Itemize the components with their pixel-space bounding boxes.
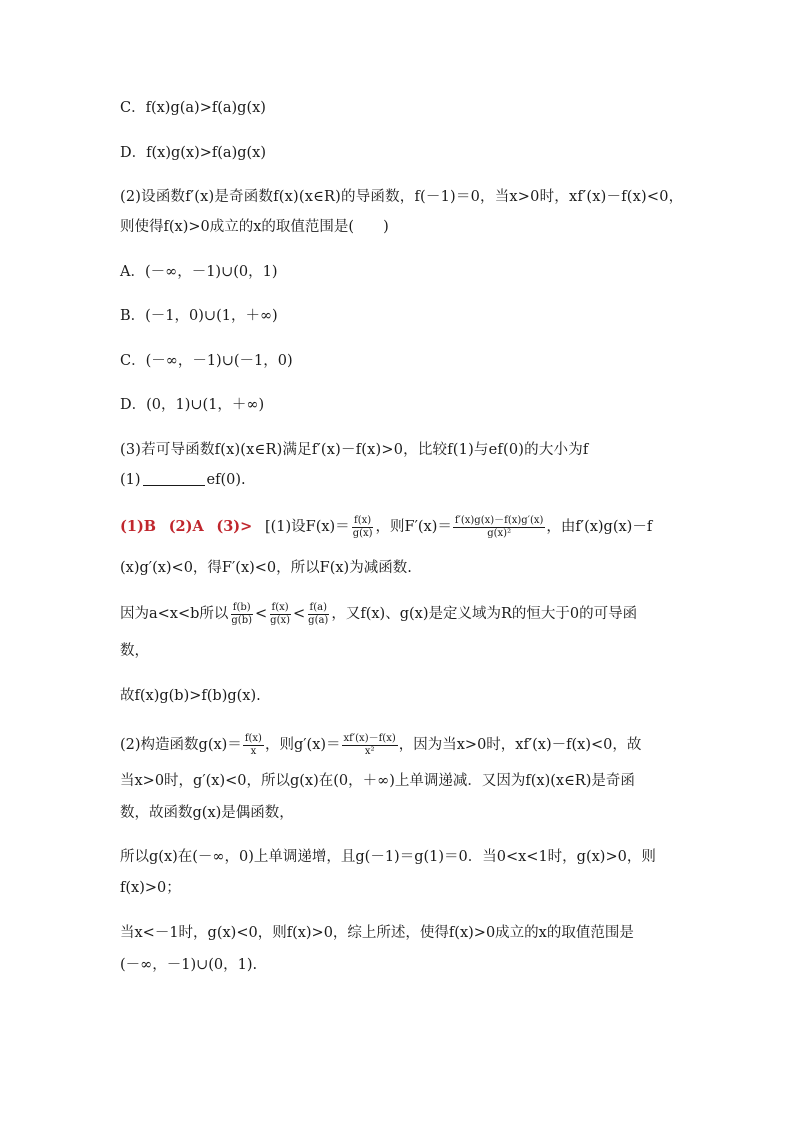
- sol1-text-a: [(1)设F(x)＝: [264, 519, 350, 535]
- q2-option-a: A．(－∞，－1)∪(0，1): [120, 264, 278, 280]
- fraction-fx-over-gx-2: [268, 602, 292, 626]
- frac-denominator: g(a): [308, 614, 329, 626]
- sol1-line-5: 故f(x)g(b)>f(b)g(x).: [120, 688, 261, 704]
- frac-denominator: g(x): [270, 614, 291, 626]
- sol1-line3-text-b: ，又f(x)、g(x)是定义域为R的恒大于0的可导函: [331, 606, 638, 622]
- frac-numerator: xf′(x)－f(x): [343, 733, 396, 744]
- answer-line-1: [120, 515, 680, 539]
- q2-option-b: B．(－1，0)∪(1，＋∞): [120, 308, 278, 324]
- sol1-text-b: ，则F′(x)＝: [375, 519, 452, 535]
- sol2-line-2: 当x>0时，g′(x)<0，所以g(x)在(0，＋∞)上单调递减．又因为f(x)(x∈R)是奇函: [120, 773, 635, 789]
- frac-denominator: x: [250, 745, 257, 757]
- q2-stem-line-1: (2)设函数f′(x)是奇函数f(x)(x∈R)的导函数，f(－1)＝0，当x>0时，xf′(x)－f(x)<0，: [120, 189, 684, 205]
- sol1-line-4: 数，: [120, 643, 149, 659]
- frac-numerator: f(b): [232, 602, 251, 613]
- frac-numerator: f(x): [244, 733, 262, 744]
- sol2-line-3: 数，故函数g(x)是偶函数，: [120, 805, 294, 821]
- sol2-line-5: f(x)>0；: [120, 880, 181, 896]
- fraction-fb-over-gb: [229, 602, 254, 626]
- q3-stem-pre: (1): [120, 472, 141, 488]
- answer-blank: [143, 471, 205, 487]
- less-than-2: <: [293, 606, 306, 622]
- q2-option-d: D．(0，1)∪(1，＋∞): [120, 397, 265, 413]
- frac-denominator: g(x)²: [487, 527, 512, 539]
- fraction-fx-over-gx: [351, 515, 375, 539]
- frac-denominator: x²: [364, 745, 375, 757]
- q3-stem-line-2: [120, 469, 680, 492]
- frac-numerator: f(a): [309, 602, 327, 613]
- sol2-line-7: (－∞，－1)∪(0，1).: [120, 957, 258, 973]
- fraction-fx-over-x: [243, 733, 264, 757]
- sol2-text-a: (2)构造函数g(x)＝: [120, 737, 242, 753]
- frac-numerator: f(x): [354, 515, 372, 526]
- answer-tag-3: (3)>: [216, 518, 253, 535]
- sol1-line-3: [120, 602, 680, 626]
- q2-option-c: C．(－∞，－1)∪(－1，0): [120, 353, 293, 369]
- frac-numerator: f′(x)g(x)－f(x)g′(x): [454, 515, 544, 526]
- q3-stem-line-1: (3)若可导函数f(x)(x∈R)满足f′(x)－f(x)>0，比较f(1)与ef(0)的大小为f: [120, 442, 589, 458]
- q1-option-d: D．f(x)g(x)>f(a)g(x): [120, 145, 267, 161]
- sol2-line-6: 当x<－1时，g(x)<0，则f(x)>0，综上所述，使得f(x)>0成立的x的取值范围是: [120, 925, 634, 941]
- fraction-fa-over-ga: [306, 602, 330, 626]
- answer-tag-2: (2)A: [168, 518, 204, 535]
- sol2-line-1: [120, 733, 680, 757]
- sol1-text-c: ，由f′(x)g(x)－f: [546, 519, 653, 535]
- less-than-1: <: [255, 606, 268, 622]
- q1-option-c: C．f(x)g(a)>f(a)g(x): [120, 100, 266, 116]
- sol1-line3-text-a: 因为a<x<b所以: [120, 606, 229, 622]
- q3-stem-post: ef(0).: [206, 472, 246, 488]
- sol1-line-2: (x)g′(x)<0，得F′(x)<0，所以F(x)为减函数.: [120, 560, 412, 576]
- frac-denominator: g(b): [231, 614, 253, 626]
- sol2-text-c: ，因为当x>0时，xf′(x)－f(x)<0，故: [398, 737, 642, 753]
- fraction-g-derivative: [342, 733, 398, 757]
- answer-tag-1: (1)B: [120, 518, 157, 535]
- frac-denominator: g(x): [352, 527, 373, 539]
- q2-stem-line-2: 则使得f(x)>0成立的x的取值范围是( ): [120, 219, 389, 235]
- frac-numerator: f(x): [271, 602, 289, 613]
- fraction-derivative: [453, 515, 546, 539]
- sol2-text-b: ，则g′(x)＝: [264, 737, 341, 753]
- sol2-line-4: 所以g(x)在(－∞，0)上单调递增，且g(－1)＝g(1)＝0．当0<x<1时，g(x)>0，则: [120, 849, 656, 865]
